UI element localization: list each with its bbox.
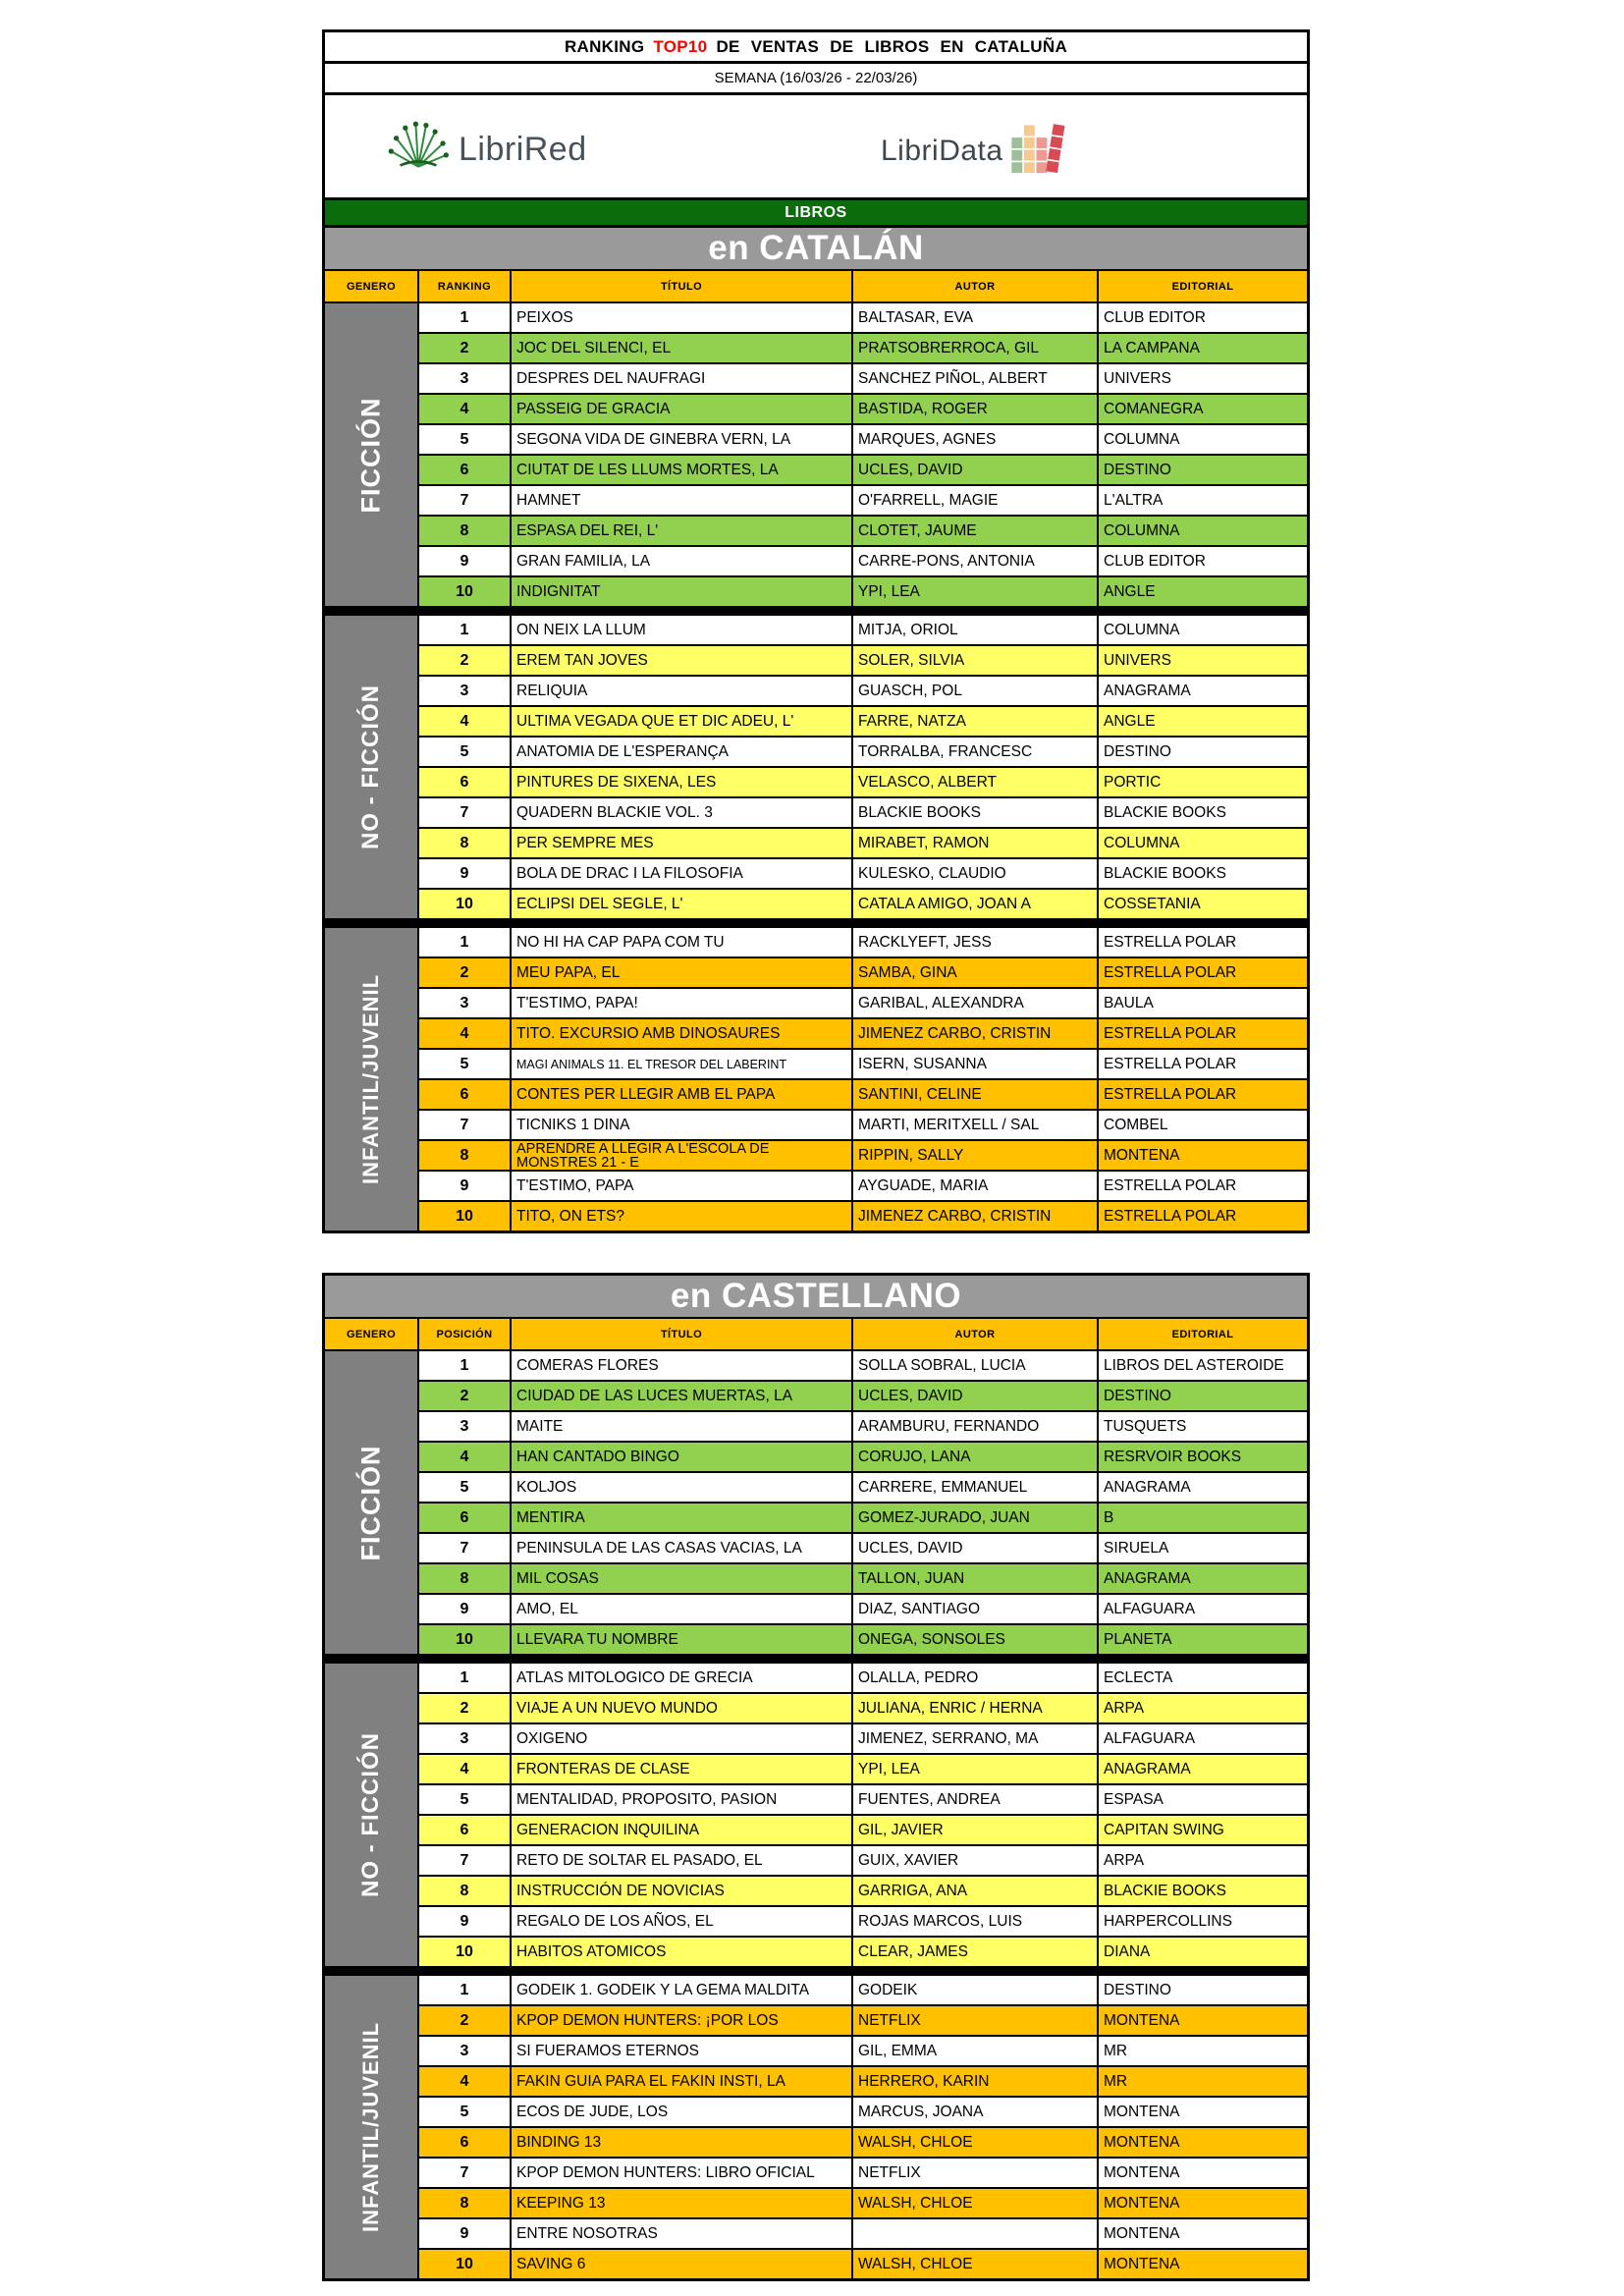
rank-cell: 2	[419, 958, 510, 987]
author-cell: GOMEZ-JURADO, JUAN	[853, 1503, 1097, 1532]
author-cell: MARQUES, AGNES	[853, 425, 1097, 454]
title-cell: REGALO DE LOS AÑOS, EL	[512, 1907, 851, 1936]
publisher-cell: BLACKIE BOOKS	[1099, 798, 1307, 827]
author-cell: MARCUS, JOANA	[853, 2098, 1097, 2126]
publisher-cell: ANGLE	[1099, 577, 1307, 606]
rank-cell: 9	[419, 1907, 510, 1936]
section-separator	[325, 608, 1307, 614]
author-cell: YPI, LEA	[853, 577, 1097, 606]
publisher-cell: CLUB EDITOR	[1099, 547, 1307, 575]
rank-cell: 7	[419, 798, 510, 827]
publisher-cell: ANAGRAMA	[1099, 1473, 1307, 1502]
rank-cell: 6	[419, 768, 510, 796]
publisher-cell: MR	[1099, 2067, 1307, 2096]
title-cell: HAN CANTADO BINGO	[512, 1443, 851, 1471]
publisher-cell: UNIVERS	[1099, 364, 1307, 393]
author-cell: GUIX, XAVIER	[853, 1846, 1097, 1875]
title-cell: KEEPING 13	[512, 2189, 851, 2217]
publisher-cell: ECLECTA	[1099, 1664, 1307, 1692]
rank-cell: 8	[419, 2189, 510, 2217]
title-cell: ULTIMA VEGADA QUE ET DIC ADEU, L'	[512, 707, 851, 736]
publisher-cell: MONTENA	[1099, 2098, 1307, 2126]
author-cell: GARIBAL, ALEXANDRA	[853, 989, 1097, 1017]
publisher-cell: ALFAGUARA	[1099, 1724, 1307, 1753]
author-cell: SOLER, SILVIA	[853, 646, 1097, 675]
title-cell: CIUDAD DE LAS LUCES MUERTAS, LA	[512, 1382, 851, 1410]
title-cell: ECOS DE JUDE, LOS	[512, 2098, 851, 2126]
title-cell: COMERAS FLORES	[512, 1351, 851, 1380]
publisher-cell: COLUMNA	[1099, 829, 1307, 857]
title-cell: DESPRES DEL NAUFRAGI	[512, 364, 851, 393]
author-cell: CARRE-PONS, ANTONIA	[853, 547, 1097, 575]
publisher-cell: MONTENA	[1099, 2250, 1307, 2278]
column-header: GENERO	[325, 271, 417, 301]
rank-cell: 7	[419, 2159, 510, 2187]
title-cell: PASSEIG DE GRACIA	[512, 395, 851, 423]
genre-label: INFANTIL/JUVENIL	[358, 973, 384, 1185]
rank-cell: 1	[419, 616, 510, 644]
author-cell: TALLON, JUAN	[853, 1564, 1097, 1593]
rank-cell: 9	[419, 2219, 510, 2248]
title-cell: PEIXOS	[512, 303, 851, 332]
rank-cell: 2	[419, 2006, 510, 2035]
rank-cell: 10	[419, 577, 510, 606]
author-cell: JIMENEZ CARBO, CRISTIN	[853, 1019, 1097, 1048]
librired-logo-text: LibriRed	[459, 131, 587, 168]
publisher-cell: CAPITAN SWING	[1099, 1816, 1307, 1844]
author-cell: WALSH, CHLOE	[853, 2128, 1097, 2157]
rank-cell: 10	[419, 1625, 510, 1654]
title-cell: MIL COSAS	[512, 1564, 851, 1593]
title-cell: MAGI ANIMALS 11. EL TRESOR DEL LABERINT	[512, 1050, 851, 1078]
report-header	[322, 29, 1310, 200]
rank-cell: 7	[419, 1846, 510, 1875]
column-header: EDITORIAL	[1099, 1319, 1307, 1349]
author-cell: FARRE, NATZA	[853, 707, 1097, 736]
author-cell: O'FARRELL, MAGIE	[853, 486, 1097, 515]
publisher-cell: B	[1099, 1503, 1307, 1532]
title-cell: FRONTERAS DE CLASE	[512, 1755, 851, 1783]
author-cell: RIPPIN, SALLY	[853, 1141, 1097, 1170]
author-cell: CLEAR, JAMES	[853, 1938, 1097, 1966]
author-cell: CARRERE, EMMANUEL	[853, 1473, 1097, 1502]
column-header: EDITORIAL	[1099, 271, 1307, 301]
author-cell: YPI, LEA	[853, 1755, 1097, 1783]
rank-cell: 6	[419, 1080, 510, 1109]
author-cell: JULIANA, ENRIC / HERNA	[853, 1694, 1097, 1722]
author-cell: FUENTES, ANDREA	[853, 1785, 1097, 1814]
rank-cell: 8	[419, 829, 510, 857]
publisher-cell: COLUMNA	[1099, 616, 1307, 644]
rank-cell: 5	[419, 1473, 510, 1502]
author-cell: GIL, JAVIER	[853, 1816, 1097, 1844]
rank-cell: 8	[419, 1564, 510, 1593]
column-header: AUTOR	[853, 1319, 1097, 1349]
title-cell: KPOP DEMON HUNTERS: LIBRO OFICIAL	[512, 2159, 851, 2187]
title-cell: BOLA DE DRAC I LA FILOSOFIA	[512, 859, 851, 888]
genre-label: FICCIÓN	[355, 397, 386, 513]
publisher-cell: DESTINO	[1099, 1382, 1307, 1410]
column-header: TÍTULO	[512, 1319, 851, 1349]
author-cell: SOLLA SOBRAL, LUCIA	[853, 1351, 1097, 1380]
genre-cell	[325, 928, 417, 1230]
author-cell: JIMENEZ CARBO, CRISTIN	[853, 1202, 1097, 1230]
rank-cell: 10	[419, 1202, 510, 1230]
title-cell: LLEVARA TU NOMBRE	[512, 1625, 851, 1654]
genre-cell	[325, 616, 417, 918]
rank-cell: 5	[419, 425, 510, 454]
publisher-cell: MONTENA	[1099, 2128, 1307, 2157]
title-cell: RETO DE SOLTAR EL PASADO, EL	[512, 1846, 851, 1875]
rank-cell: 3	[419, 2037, 510, 2065]
author-cell: CORUJO, LANA	[853, 1443, 1097, 1471]
author-cell: NETFLIX	[853, 2006, 1097, 2035]
publisher-cell: ALFAGUARA	[1099, 1595, 1307, 1623]
publisher-cell: ESTRELLA POLAR	[1099, 1080, 1307, 1109]
section-separator	[325, 1968, 1307, 1974]
report-title-top10: TOP10	[653, 36, 708, 56]
title-cell: OXIGENO	[512, 1724, 851, 1753]
title-cell: T'ESTIMO, PAPA!	[512, 989, 851, 1017]
publisher-cell: MR	[1099, 2037, 1307, 2065]
author-cell: SAMBA, GINA	[853, 958, 1097, 987]
author-cell: KULESKO, CLAUDIO	[853, 859, 1097, 888]
publisher-cell: COLUMNA	[1099, 425, 1307, 454]
publisher-cell: COLUMNA	[1099, 517, 1307, 545]
title-cell: SEGONA VIDA DE GINEBRA VERN, LA	[512, 425, 851, 454]
rank-cell: 9	[419, 1595, 510, 1623]
rank-cell: 1	[419, 303, 510, 332]
author-cell: JIMENEZ, SERRANO, MA	[853, 1724, 1097, 1753]
publisher-cell: UNIVERS	[1099, 646, 1307, 675]
rank-cell: 2	[419, 646, 510, 675]
title-cell: SI FUERAMOS ETERNOS	[512, 2037, 851, 2065]
title-cell: APRENDRE A LLEGIR A L'ESCOLA DE MONSTRES 21 - E	[512, 1141, 851, 1170]
author-cell: VELASCO, ALBERT	[853, 768, 1097, 796]
author-cell: RACKLYEFT, JESS	[853, 928, 1097, 957]
genre-cell	[325, 1976, 417, 2278]
author-cell: MARTI, MERITXELL / SAL	[853, 1111, 1097, 1139]
title-cell: AMO, EL	[512, 1595, 851, 1623]
rank-cell: 6	[419, 456, 510, 484]
author-cell: AYGUADE, MARIA	[853, 1172, 1097, 1200]
rank-cell: 1	[419, 1976, 510, 2004]
publisher-cell: DESTINO	[1099, 1976, 1307, 2004]
title-cell: SAVING 6	[512, 2250, 851, 2278]
rank-cell: 3	[419, 1724, 510, 1753]
genre-cell	[325, 1664, 417, 1966]
title-cell: CONTES PER LLEGIR AMB EL PAPA	[512, 1080, 851, 1109]
publisher-cell: ESTRELLA POLAR	[1099, 1019, 1307, 1048]
publisher-cell: L'ALTRA	[1099, 486, 1307, 515]
rank-cell: 1	[419, 1664, 510, 1692]
genre-label: NO - FICCIÓN	[357, 1732, 384, 1897]
publisher-cell: CLUB EDITOR	[1099, 303, 1307, 332]
title-cell: PER SEMPRE MES	[512, 829, 851, 857]
author-cell: BASTIDA, ROGER	[853, 395, 1097, 423]
rank-cell: 3	[419, 989, 510, 1017]
author-cell: ARAMBURU, FERNANDO	[853, 1412, 1097, 1441]
publisher-cell: DESTINO	[1099, 738, 1307, 766]
rank-cell: 3	[419, 677, 510, 705]
author-cell: UCLES, DAVID	[853, 1534, 1097, 1562]
column-header: AUTOR	[853, 271, 1097, 301]
author-cell: GIL, EMMA	[853, 2037, 1097, 2065]
report-sheet	[322, 29, 1310, 2281]
libridata-logo	[881, 123, 1066, 179]
author-cell: UCLES, DAVID	[853, 1382, 1097, 1410]
publisher-cell: DIANA	[1099, 1938, 1307, 1966]
rank-cell: 1	[419, 1351, 510, 1380]
title-cell: QUADERN BLACKIE VOL. 3	[512, 798, 851, 827]
rank-cell: 7	[419, 486, 510, 515]
rank-cell: 8	[419, 1877, 510, 1905]
rank-cell: 2	[419, 334, 510, 362]
rank-cell: 7	[419, 1534, 510, 1562]
author-cell: BLACKIE BOOKS	[853, 798, 1097, 827]
author-cell: ISERN, SUSANNA	[853, 1050, 1097, 1078]
table-castellano	[322, 1273, 1310, 2281]
publisher-cell: ANGLE	[1099, 707, 1307, 736]
rank-cell: 5	[419, 1050, 510, 1078]
rank-cell: 5	[419, 738, 510, 766]
rank-cell: 4	[419, 1019, 510, 1048]
librired-book-fan-icon	[386, 119, 451, 181]
publisher-cell: RESRVOIR BOOKS	[1099, 1443, 1307, 1471]
author-cell: TORRALBA, FRANCESC	[853, 738, 1097, 766]
rank-cell: 7	[419, 1111, 510, 1139]
publisher-cell: MONTENA	[1099, 1141, 1307, 1170]
rank-cell: 10	[419, 1938, 510, 1966]
title-cell: ECLIPSI DEL SEGLE, L'	[512, 890, 851, 918]
title-cell: NO HI HA CAP PAPA COM TU	[512, 928, 851, 957]
author-cell: PRATSOBRERROCA, GIL	[853, 334, 1097, 362]
title-cell: GODEIK 1. GODEIK Y LA GEMA MALDITA	[512, 1976, 851, 2004]
author-cell: MITJA, ORIOL	[853, 616, 1097, 644]
title-cell: KPOP DEMON HUNTERS: ¡POR LOS	[512, 2006, 851, 2035]
publisher-cell: HARPERCOLLINS	[1099, 1907, 1307, 1936]
table-catalan	[322, 225, 1310, 1233]
publisher-cell: BLACKIE BOOKS	[1099, 1877, 1307, 1905]
rank-cell: 2	[419, 1382, 510, 1410]
rank-cell: 8	[419, 1141, 510, 1170]
rank-cell: 2	[419, 1694, 510, 1722]
genre-label: FICCIÓN	[355, 1445, 386, 1560]
publisher-cell: ESTRELLA POLAR	[1099, 1050, 1307, 1078]
author-cell: SANTINI, CELINE	[853, 1080, 1097, 1109]
publisher-cell: PLANETA	[1099, 1625, 1307, 1654]
publisher-cell: MONTENA	[1099, 2159, 1307, 2187]
libridata-books-icon	[1011, 123, 1066, 179]
rank-cell: 6	[419, 2128, 510, 2157]
report-title-part2: DE VENTAS DE LIBROS EN CATALUÑA	[716, 36, 1068, 56]
title-cell: KOLJOS	[512, 1473, 851, 1502]
report-title	[325, 32, 1307, 64]
title-cell: INSTRUCCIÓN DE NOVICIAS	[512, 1877, 851, 1905]
column-header: RANKING	[419, 271, 510, 301]
title-cell: MEU PAPA, EL	[512, 958, 851, 987]
rank-cell: 6	[419, 1816, 510, 1844]
author-cell: WALSH, CHLOE	[853, 2189, 1097, 2217]
title-cell: BINDING 13	[512, 2128, 851, 2157]
author-cell: SANCHEZ PIÑOL, ALBERT	[853, 364, 1097, 393]
publisher-cell: ESTRELLA POLAR	[1099, 928, 1307, 957]
title-cell: GENERACION INQUILINA	[512, 1816, 851, 1844]
title-cell: ON NEIX LA LLUM	[512, 616, 851, 644]
publisher-cell: LA CAMPANA	[1099, 334, 1307, 362]
publisher-cell: TUSQUETS	[1099, 1412, 1307, 1441]
rank-cell: 4	[419, 2067, 510, 2096]
title-cell: ATLAS MITOLOGICO DE GRECIA	[512, 1664, 851, 1692]
author-cell: GODEIK	[853, 1976, 1097, 2004]
genre-cell	[325, 303, 417, 606]
publisher-cell: ESTRELLA POLAR	[1099, 1202, 1307, 1230]
title-cell: MAITE	[512, 1412, 851, 1441]
title-cell: INDIGNITAT	[512, 577, 851, 606]
rank-cell: 8	[419, 517, 510, 545]
publisher-cell: BLACKIE BOOKS	[1099, 859, 1307, 888]
publisher-cell: SIRUELA	[1099, 1534, 1307, 1562]
publisher-cell: COMBEL	[1099, 1111, 1307, 1139]
author-cell: NETFLIX	[853, 2159, 1097, 2187]
publisher-cell: MONTENA	[1099, 2189, 1307, 2217]
author-cell: UCLES, DAVID	[853, 456, 1097, 484]
publisher-cell: COSSETANIA	[1099, 890, 1307, 918]
publisher-cell: ESTRELLA POLAR	[1099, 1172, 1307, 1200]
rank-cell: 6	[419, 1503, 510, 1532]
libridata-logo-text: LibriData	[881, 134, 1003, 167]
author-cell: WALSH, CHLOE	[853, 2250, 1097, 2278]
publisher-cell: LIBROS DEL ASTEROIDE	[1099, 1351, 1307, 1380]
author-cell: CLOTET, JAUME	[853, 517, 1097, 545]
rank-cell: 4	[419, 1755, 510, 1783]
rank-cell: 3	[419, 1412, 510, 1441]
report-week: SEMANA (16/03/26 - 22/03/26)	[325, 64, 1307, 95]
title-cell: TITO. EXCURSIO AMB DINOSAURES	[512, 1019, 851, 1048]
rank-cell: 5	[419, 2098, 510, 2126]
title-cell: TITO, ON ETS?	[512, 1202, 851, 1230]
rank-cell: 5	[419, 1785, 510, 1814]
title-cell: JOC DEL SILENCI, EL	[512, 334, 851, 362]
title-cell: ENTRE NOSOTRAS	[512, 2219, 851, 2248]
author-cell: MIRABET, RAMON	[853, 829, 1097, 857]
column-header: TÍTULO	[512, 271, 851, 301]
publisher-cell: MONTENA	[1099, 2006, 1307, 2035]
title-cell: MENTALIDAD, PROPOSITO, PASION	[512, 1785, 851, 1814]
title-cell: ANATOMIA DE L'ESPERANÇA	[512, 738, 851, 766]
rank-cell: 1	[419, 928, 510, 957]
author-cell: BALTASAR, EVA	[853, 303, 1097, 332]
author-cell: HERRERO, KARIN	[853, 2067, 1097, 2096]
author-cell: GARRIGA, ANA	[853, 1877, 1097, 1905]
logos-row	[325, 95, 1307, 197]
language-bar: en CASTELLANO	[325, 1276, 1307, 1317]
language-bar: en CATALÁN	[325, 228, 1307, 269]
report-title-part1: RANKING	[564, 36, 645, 56]
title-cell: HABITOS ATOMICOS	[512, 1938, 851, 1966]
publisher-cell: PORTIC	[1099, 768, 1307, 796]
publisher-cell: BAULA	[1099, 989, 1307, 1017]
section-separator	[325, 920, 1307, 926]
publisher-cell: ESTRELLA POLAR	[1099, 958, 1307, 987]
author-cell: DIAZ, SANTIAGO	[853, 1595, 1097, 1623]
title-cell: PENINSULA DE LAS CASAS VACIAS, LA	[512, 1534, 851, 1562]
rank-cell: 4	[419, 1443, 510, 1471]
rank-cell: 4	[419, 395, 510, 423]
publisher-cell: ANAGRAMA	[1099, 1564, 1307, 1593]
title-cell: GRAN FAMILIA, LA	[512, 547, 851, 575]
publisher-cell: ANAGRAMA	[1099, 677, 1307, 705]
publisher-cell: ARPA	[1099, 1694, 1307, 1722]
section-separator	[325, 1656, 1307, 1662]
title-cell: PINTURES DE SIXENA, LES	[512, 768, 851, 796]
genre-label: NO - FICCIÓN	[357, 684, 384, 849]
genre-label: INFANTIL/JUVENIL	[358, 2021, 384, 2233]
publisher-cell: COMANEGRA	[1099, 395, 1307, 423]
title-cell: TICNIKS 1 DINA	[512, 1111, 851, 1139]
publisher-cell: MONTENA	[1099, 2219, 1307, 2248]
column-header: POSICIÓN	[419, 1319, 510, 1349]
publisher-cell: ANAGRAMA	[1099, 1755, 1307, 1783]
author-cell: GUASCH, POL	[853, 677, 1097, 705]
author-cell: OLALLA, PEDRO	[853, 1664, 1097, 1692]
librired-logo	[386, 119, 587, 181]
rank-cell: 10	[419, 890, 510, 918]
rank-cell: 4	[419, 707, 510, 736]
rank-cell: 9	[419, 547, 510, 575]
column-header: GENERO	[325, 1319, 417, 1349]
title-cell: RELIQUIA	[512, 677, 851, 705]
rank-cell: 9	[419, 859, 510, 888]
title-cell: CIUTAT DE LES LLUMS MORTES, LA	[512, 456, 851, 484]
publisher-cell: ESPASA	[1099, 1785, 1307, 1814]
title-cell: HAMNET	[512, 486, 851, 515]
publisher-cell: ARPA	[1099, 1846, 1307, 1875]
title-cell: ESPASA DEL REI, L'	[512, 517, 851, 545]
title-cell: MENTIRA	[512, 1503, 851, 1532]
title-cell: VIAJE A UN NUEVO MUNDO	[512, 1694, 851, 1722]
rank-cell: 10	[419, 2250, 510, 2278]
title-cell: EREM TAN JOVES	[512, 646, 851, 675]
author-cell: ROJAS MARCOS, LUIS	[853, 1907, 1097, 1936]
author-cell: CATALA AMIGO, JOAN A	[853, 890, 1097, 918]
author-cell	[853, 2219, 1097, 2248]
title-cell: FAKIN GUIA PARA EL FAKIN INSTI, LA	[512, 2067, 851, 2096]
rank-cell: 9	[419, 1172, 510, 1200]
genre-cell	[325, 1351, 417, 1654]
title-cell: T'ESTIMO, PAPA	[512, 1172, 851, 1200]
category-bar: LIBROS	[322, 197, 1310, 228]
author-cell: ONEGA, SONSOLES	[853, 1625, 1097, 1654]
rank-cell: 3	[419, 364, 510, 393]
publisher-cell: DESTINO	[1099, 456, 1307, 484]
